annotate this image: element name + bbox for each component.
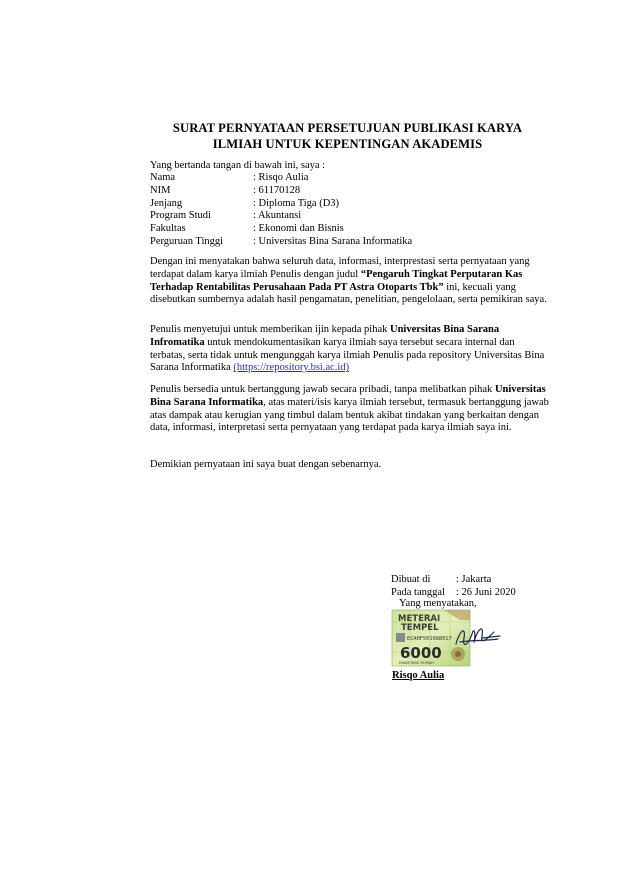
permission-paragraph — [150, 324, 550, 375]
identity-value: : Ekonomi dan Bisnis — [253, 223, 344, 235]
identity-value: : 61170128 — [253, 184, 301, 196]
identity-label: Perguruan Tinggi — [150, 235, 224, 247]
place-value: : Jakarta — [456, 574, 492, 585]
identity-label: Program Studi — [150, 210, 211, 222]
identity-value: : Akuntansi — [253, 210, 302, 222]
svg-text:6000: 6000 — [400, 644, 442, 662]
title-line-2: ILMIAH UNTUK KEPENTINGAN AKADEMIS — [212, 137, 483, 151]
identity-row — [150, 236, 412, 249]
declaration-paragraph — [150, 256, 550, 307]
identity-label: Nama — [150, 172, 176, 183]
responsibility-paragraph — [150, 384, 550, 435]
document-title — [150, 120, 545, 152]
identity-row — [150, 172, 412, 185]
identity-value: : Risqo Aulia — [253, 172, 309, 183]
university-name: Universitas Bina Sarana Infromatika — [150, 324, 500, 348]
paragraph-text: Penulis menyetujui untuk memberikan ijin kepada pihak — [150, 324, 390, 335]
stamp-signature-image — [390, 608, 502, 670]
title-line-1: SURAT PERNYATAAN PERSETUJUAN PUBLIKASI KARYA — [172, 121, 523, 135]
identity-label: Fakultas — [150, 223, 186, 235]
intro-text: Yang bertanda tangan di bawah ini, saya : — [150, 160, 326, 171]
identity-label: NIM — [150, 184, 171, 196]
svg-text:ENAM RIBU RUPIAH: ENAM RIBU RUPIAH — [399, 661, 434, 665]
place-label: Dibuat di — [391, 574, 431, 585]
signature-meta — [391, 574, 516, 600]
svg-text:TEMPEL: TEMPEL — [401, 623, 439, 633]
paragraph-text: untuk mendokumentasikan karya ilmiah saya tersebut secara internal dan terbatas, serta tidak untuk mengunggah karya ilmiah Penulis pada repository Universitas Bina Sarana Informatika — [150, 336, 545, 374]
university-name: Universitas Bina Sarana Informatika — [150, 384, 546, 408]
identity-row — [150, 223, 412, 236]
date-value: : 26 Juni 2020 — [456, 586, 516, 598]
date-label: Pada tanggal — [391, 586, 445, 598]
identity-label: Jenjang — [150, 197, 183, 209]
identity-row — [150, 210, 412, 223]
repository-link[interactable]: (https://repository.bsi.ac.id) — [233, 362, 350, 374]
paragraph-text: ini, kecuali yang disebutkan sumbernya adalah hasil pengamatan, penelitian, pengelolaan, serta pemikiran saya. — [150, 281, 547, 306]
identity-row — [150, 198, 412, 211]
signer-statement: Yang menyatakan, — [399, 598, 477, 609]
closing-statement: Demikian pernyataan ini saya buat dengan sebenarnya. — [150, 459, 382, 470]
identity-row — [150, 185, 412, 198]
thesis-title: “Pengaruh Tingkat Perputaran Kas Terhadap Rentabilitas Perusahaan Pada PT Astra Otoparts Tbk” — [150, 268, 523, 293]
paragraph-text: , atas materi/isis karya ilmiah tersebut, termasuk bertanggung jawab atas dampak atau kerugian yang timbul dalam bentuk akibat tindakan yang berkaitan dengan data, informasi, interpretasi serta pernyataan yang terdapat pada karya ilmiah saya ini. — [150, 396, 549, 434]
svg-text:METERAI: METERAI — [398, 614, 441, 624]
svg-text:ECAHF501988017: ECAHF501988017 — [407, 636, 452, 642]
paragraph-text: Penulis bersedia untuk bertanggung jawab secara pribadi, tanpa melibatkan pihak — [150, 384, 495, 395]
identity-value: : Diploma Tiga (D3) — [253, 197, 340, 209]
signer-name: Risqo Aulia — [392, 670, 445, 681]
paragraph-text: Dengan ini menyatakan bahwa seluruh data, informasi, interprestasi serta pernyataan yang terdapat dalam karya ilmiah Penulis dengan judul — [150, 256, 530, 280]
identity-value: : Universitas Bina Sarana Informatika — [253, 235, 413, 247]
identity-table — [150, 172, 412, 249]
